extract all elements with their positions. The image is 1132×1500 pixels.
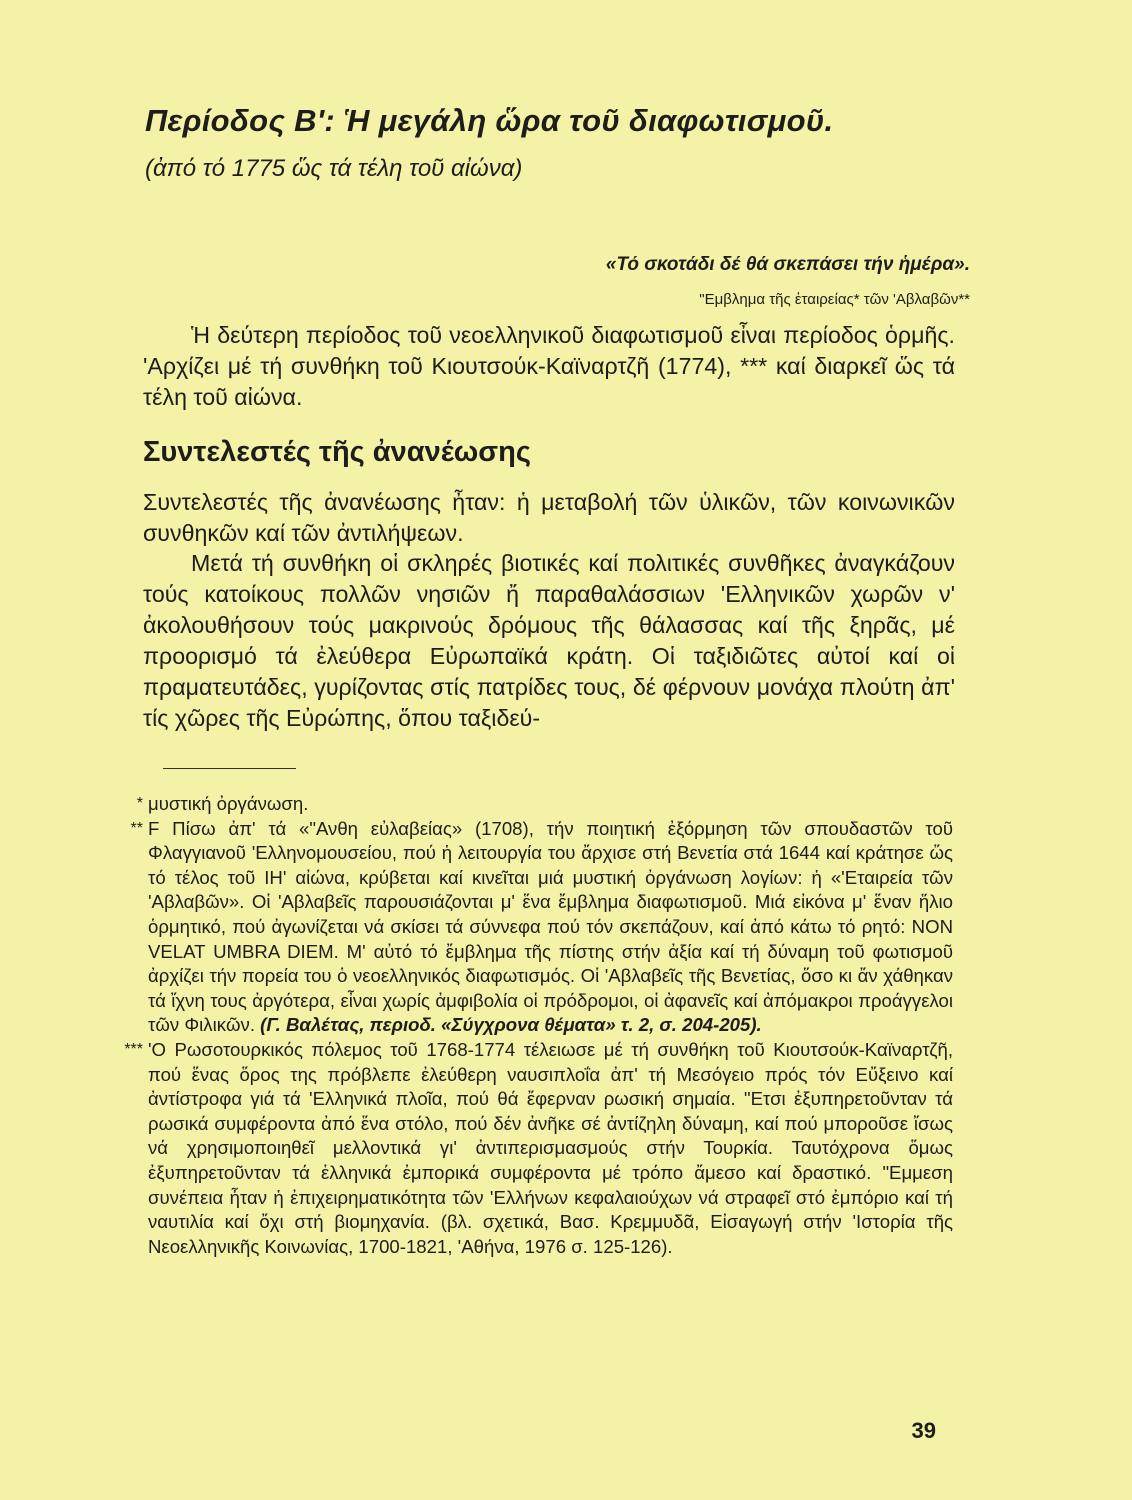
footnote-text: 'Ο Ρωσοτουρκικός πόλεμος τοῦ 1768-1774 τέλειωσε μέ τή συνθήκη τοῦ Κιουτσούκ-Καϊναρτζῆ, πού ἕνας ὅρος της πρόβλεπε ἐλεύθερη ναυσιπλοΐα ἀπ' τή Μεσόγειο πρός τόν Εὔξεινο καί ἀντίστροφα γιά τά 'Ελληνικά πλοῖα, πού θά ἔφερναν ρωσική σημαία. "Ετσι ἐξυπηρετοῦνταν τά ρωσικά συμφέροντα ἀπό ἕνα στόλο, πού δέν ἀνῆκε σέ ἀντίζηλη δύναμη, καί πού μποροῦσε ἴσως νά χρησιμοποιηθεῖ μελλοντικά γι' ἀντιπερισμασμούς στήν Τουρκία. Ταυτόχρονα ὅμως ἐξυπηρετοῦνταν τά ἑλληνικά ἐμπορικά συμφέροντα μέ τρόπο ἄμεσο καί δραστικό. "Εμμεση συνέπεια ἦταν ἡ ἐπιχειρηματικότητα τῶν 'Ελλήνων κεφαλαιούχων νά στραφεῖ στό ἐμπόριο καί τή ναυτιλία καί ὄχι στή βιομηχανία. (βλ. σχετικά, Βασ. Κρεμμυδᾶ, Εἰσαγωγή στήν 'Ιστορία τῆς Νεοελληνικῆς Κοινωνίας, 1700-1821, 'Αθήνα, 1976 σ. 125-126). xyxy=(148,1038,953,1257)
section-heading: Συντελεστές τῆς ἀνανέωσης xyxy=(143,436,531,468)
footnote-marker: * xyxy=(136,795,143,812)
intro-paragraph: Ἡ δεύτερη περίοδος τοῦ νεοελληνικοῦ διαφωτισμοῦ εἶναι περίοδος ὁρμῆς. 'Αρχίζει μέ τή συνθήκη τοῦ Κιουτσούκ-Καϊναρτζῆ (1774), *** καί διαρκεῖ ὥς τά τέλη τοῦ αἰώνα. xyxy=(143,322,955,410)
page-number: 39 xyxy=(911,1418,936,1443)
footnote-reference: (Γ. Βαλέτας, περιοδ. «Σύγχρονα θέματα» τ. 2, σ. 204-205). xyxy=(260,1014,762,1036)
footnote xyxy=(108,792,953,817)
epigraph-quote: «Τό σκοτάδι δέ θά σκεπάσει τήν ἡμέρα». xyxy=(605,254,970,275)
footnote-marker: *** xyxy=(124,1040,143,1058)
footnote xyxy=(108,817,953,1038)
footnote xyxy=(108,1038,953,1259)
chapter-subtitle: (ἀπό τό 1775 ὥς τά τέλη τοῦ αἰώνα) xyxy=(145,155,523,182)
epigraph-source: "Εμβλημα τῆς ἑταιρείας* τῶν 'Αβλαβῶν** xyxy=(699,291,970,308)
footnote-text: F Πίσω ἀπ' τά «"Ανθη εὐλαβείας» (1708), τήν ποιητική ἐξόρμηση τῶν σπουδαστῶν τοῦ Φλαγγιανοῦ 'Ελληνομουσείου, πού ἡ λειτουργία του ἄρχισε στή Βενετία στά 1644 καί κράτησε ὥς τό τέλος τοῦ ΙΗ' αἰώνα, κρύβεται καί κινεῖται μιά μυστική ὀργάνωση λογίων: ἡ «'Εταιρεία τῶν 'Αβλαβῶν». Οἱ 'Αβλαβεῖς παρουσιάζονται μ' ἕνα ἔμβλημα διαφωτισμοῦ. Μιά εἰκόνα μ' ἕναν ἥλιο ὁρμητικό, πού ἀγωνίζεται νά σκίσει τά σύννεφα πού τόν σκεπάζουν, καί ἀπό κάτω τό ρητό: NON VELAT UMBRA DIEM. Μ' αὐτό τό ἔμβλημα τῆς πίστης στήν ἀξία καί τή δύναμη τοῦ φωτισμοῦ ἀρχίζει τήν πορεία του ὁ νεοελληνικός διαφωτισμός. Οἱ 'Αβλαβεῖς τῆς Βενετίας, ὅσο κι ἄν χάθηκαν τά ἴχνη τους ἀργότερα, εἶναι χωρίς ἀμφιβολία οἱ πρόδρομοι, οἱ ἀφανεῖς καί ἀπόμακροι προάγγελοι τῶν Φιλικῶν. xyxy=(148,817,953,1036)
footnotes-list xyxy=(108,792,953,1259)
footnote-divider xyxy=(163,768,296,769)
section-paragraph-1: Συντελεστές τῆς ἀνανέωσης ἦταν: ἡ μεταβολή τῶν ὑλικῶν, τῶν κοινωνικῶν συνθηκῶν καί τῶν ἀντιλήψεων. xyxy=(143,489,955,546)
footnote-text: μυστική ὀργάνωση. xyxy=(148,793,309,814)
section-paragraph-2: Μετά τή συνθήκη οἱ σκληρές βιοτικές καί πολιτικές συνθῆκες ἀναγκάζουν τούς κατοίκους πολλῶν νησιῶν ἤ παραθαλάσσιων 'Ελληνικῶν χωρῶν ν' ἀκολουθήσουν τούς μακρινούς δρόμους τῆς θάλασσας καί τῆς ξηρᾶς, μέ προορισμό τά ἐλεύθερα Εὐρωπαϊκά κράτη. Οἱ ταξιδιῶτες αὐτοί καί οἱ πραματευτάδες, γυρίζοντας στίς πατρίδες τους, δέ φέρνουν μονάχα πλούτη ἀπ' τίς χῶρες τῆς Εὐρώπης, ὅπου ταξιδεύ- xyxy=(143,550,955,731)
chapter-title: Περίοδος Β': Ἡ μεγάλη ὥρα τοῦ διαφωτισμοῦ. xyxy=(145,103,834,138)
footnote-marker: ** xyxy=(130,819,143,837)
